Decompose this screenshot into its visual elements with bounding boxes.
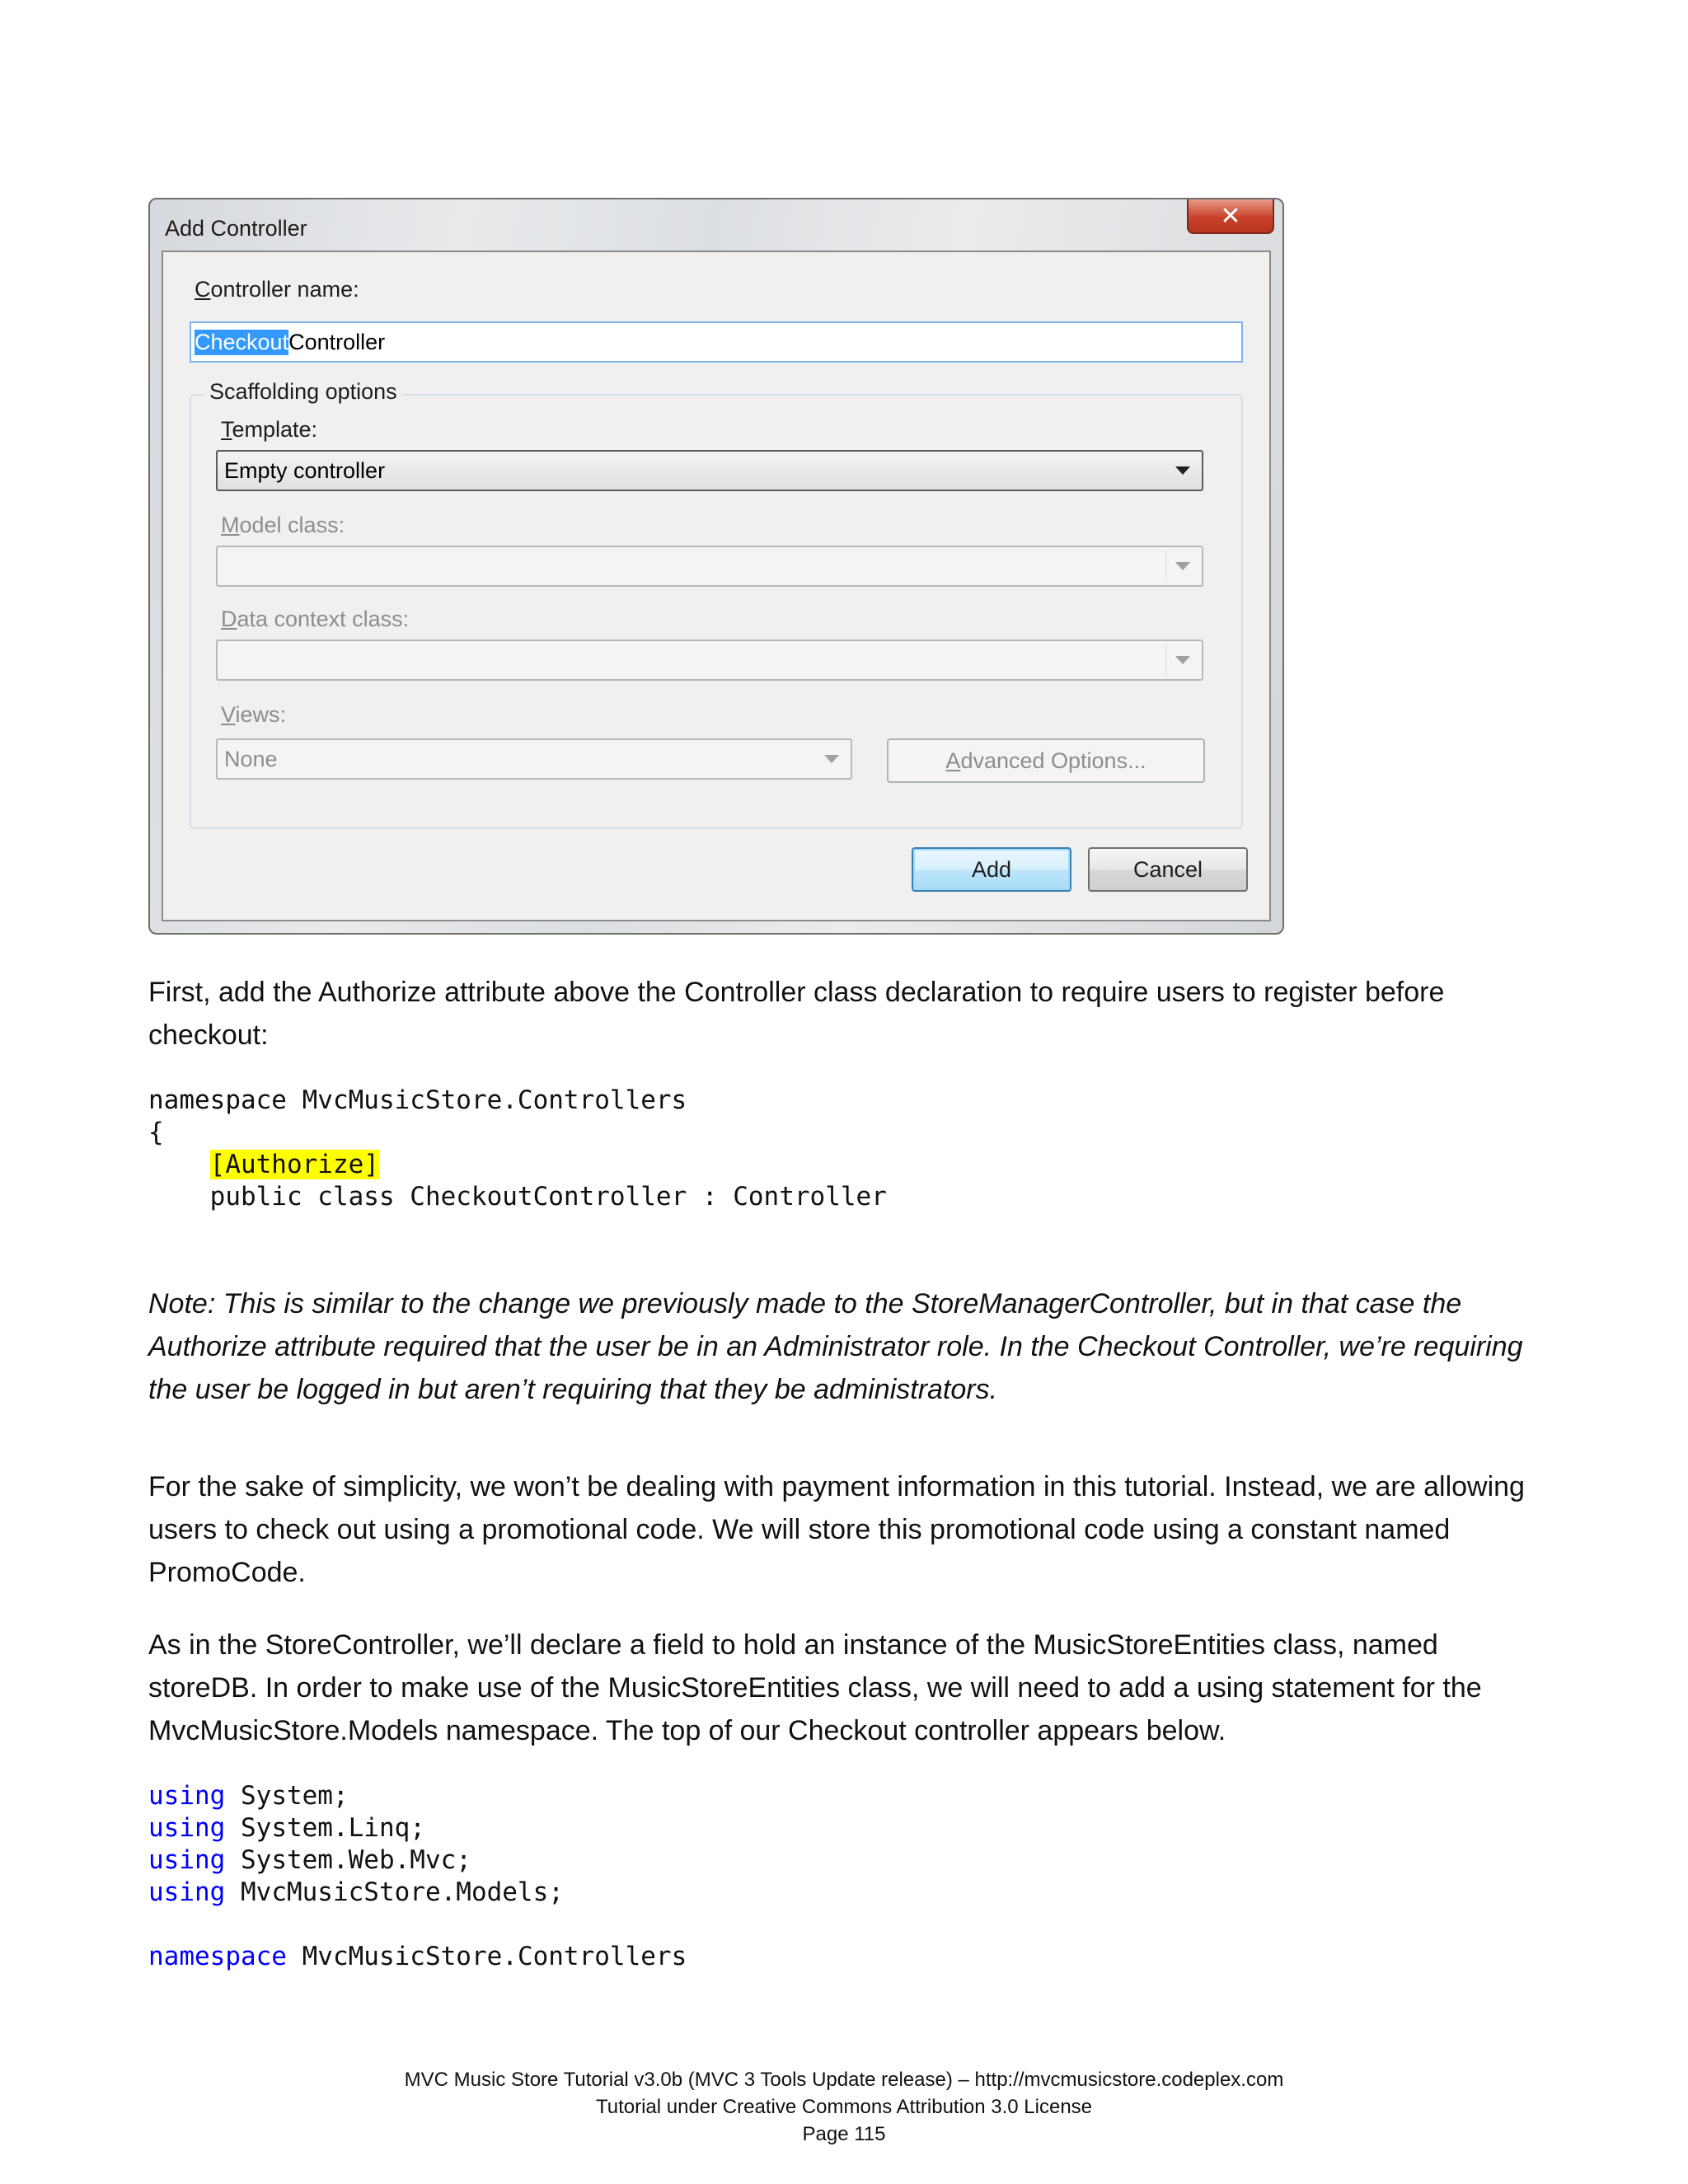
template-select[interactable] (216, 450, 1203, 491)
close-button[interactable] (1187, 199, 1274, 234)
chevron-down-icon (1175, 466, 1190, 475)
code-line: using System; (148, 1781, 349, 1811)
code-block-authorize (148, 1085, 887, 1213)
storecontroller-paragraph: As in the StoreController, we’ll declare a field to hold an instance of the MusicStoreEntities class, named storeDB. In order to make use of the MusicStoreEntities class, we will need to add a using statement for the MvcMusicStore.Models namespace. The top of our Checkout controller appears below. (148, 1629, 1482, 1746)
add-button[interactable]: Add (912, 847, 1071, 892)
chevron-down-icon (1175, 656, 1190, 664)
footer-license: Tutorial under Creative Commons Attribution 3.0 License (595, 2096, 1093, 2118)
controller-name-label: Controller name: (195, 277, 359, 302)
authorize-attribute-highlight: [Authorize] (209, 1150, 379, 1179)
code-line: { (148, 1118, 164, 1147)
views-select[interactable] (216, 738, 852, 780)
data-context-class-label: Data context class: (221, 607, 410, 631)
chevron-down-icon (824, 755, 839, 763)
dialog-content (162, 251, 1271, 921)
code-line: public class CheckoutController : Controller (209, 1182, 887, 1212)
controller-name-selection: Checkout (195, 329, 289, 354)
footer-title: MVC Music Store Tutorial v3.0b (MVC 3 Tools Update release) – http://mvcmusicstore.codeplex.com (404, 2069, 1284, 2091)
code-line: using MvcMusicStore.Models; (148, 1877, 564, 1907)
views-label: Views: (221, 702, 287, 727)
controller-name-rest: Controller (288, 329, 386, 354)
code-line: using System.Web.Mvc; (148, 1845, 471, 1875)
scaffolding-options-legend: Scaffolding options (204, 379, 402, 405)
controller-name-input[interactable] (190, 321, 1243, 363)
simplicity-paragraph: For the sake of simplicity, we won’t be dealing with payment information in this tutorial. Instead, we are allowing users to check out using a promotional code. We will store this promotional code using a constant named PromoCode. (148, 1471, 1525, 1588)
views-value: None (224, 746, 278, 771)
data-context-class-select[interactable] (216, 640, 1203, 681)
close-icon: ✕ (1220, 202, 1241, 230)
cancel-button[interactable]: Cancel (1088, 847, 1248, 892)
intro-paragraph: First, add the Authorize attribute above the Controller class declaration to require users to register before checkout: (148, 977, 1445, 1051)
template-value: Empty controller (224, 457, 386, 483)
page-footer (0, 2066, 1688, 2148)
model-class-select[interactable] (216, 546, 1203, 587)
code-line: using System.Linq; (148, 1813, 425, 1843)
dialog-title: Add Controller (165, 216, 307, 241)
code-line: namespace MvcMusicStore.Controllers (148, 1942, 687, 1971)
chevron-down-icon (1175, 562, 1190, 570)
note-paragraph: Note: This is similar to the change we previously made to the StoreManagerController, but in that case the Authorize attribute required that the user be in an Administrator role. In the Checkout Controller, we’re requiring the user be logged in but aren’t requiring that they be administrators. (148, 1288, 1523, 1405)
code-block-using (148, 1780, 687, 1973)
code-line: namespace MvcMusicStore.Controllers (148, 1085, 687, 1115)
code-line (148, 1149, 887, 1181)
advanced-options-button[interactable]: A dvanced Options... (887, 738, 1205, 783)
code-line (148, 1909, 687, 1941)
page-number: Page 115 (802, 2123, 886, 2145)
model-class-label: Model class: (221, 513, 345, 537)
template-label: Template: (221, 417, 318, 442)
add-controller-dialog (148, 198, 1284, 935)
